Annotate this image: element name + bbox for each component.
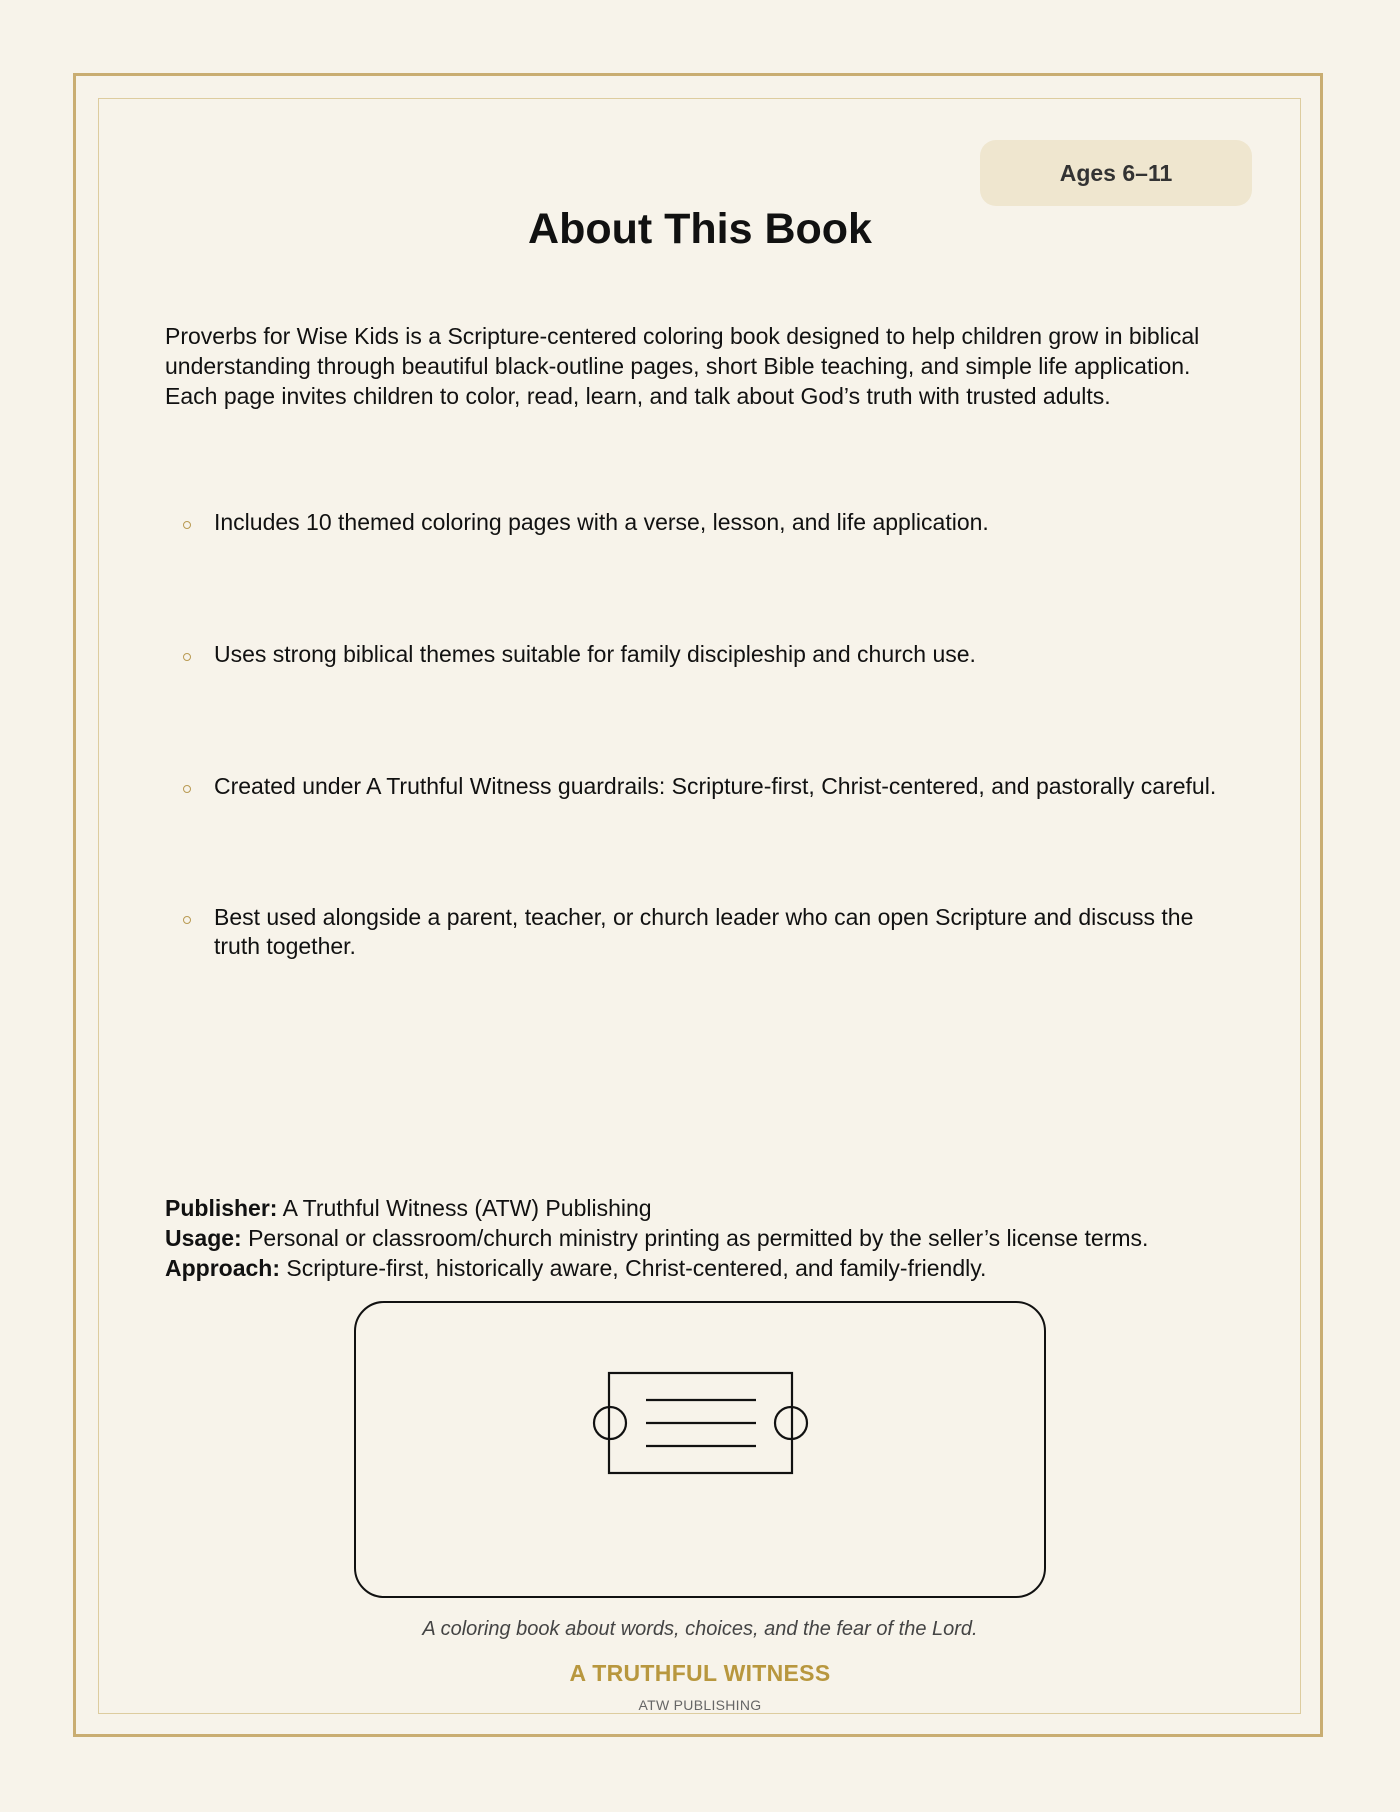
- brand-name: A TRUTHFUL WITNESS: [569, 1660, 831, 1686]
- bullet-circle-icon: [183, 916, 191, 924]
- usage-label: Usage:: [165, 1225, 242, 1251]
- scroll-icon: [356, 1303, 1048, 1600]
- usage-row: [165, 1223, 1265, 1253]
- list-item: [165, 508, 1225, 537]
- tagline: A coloring book about words, choices, and the fear of the Lord.: [422, 1618, 978, 1640]
- approach-label: Approach:: [165, 1255, 280, 1281]
- age-badge-label: Ages 6–11: [1059, 159, 1173, 186]
- bullet-circle-icon: [183, 653, 191, 661]
- brand-subtitle: ATW PUBLISHING: [638, 1697, 762, 1713]
- publisher-row: [165, 1193, 1265, 1223]
- approach-value: Scripture-first, historically aware, Christ-centered, and family-friendly.: [286, 1255, 987, 1281]
- publication-info: [165, 1193, 1265, 1283]
- list-item-text: Best used alongside a parent, teacher, or church leader who can open Scripture and discuss the truth together.: [214, 904, 1194, 959]
- intro-paragraph: Proverbs for Wise Kids is a Scripture-centered coloring book designed to help children grow in biblical understanding through beautiful black-outline pages, short Bible teaching, and simple life application. Each page invites children to color, read, learn, and talk about God’s truth with trusted adults.: [165, 323, 1200, 409]
- list-item-text: Uses strong biblical themes suitable for family discipleship and church use.: [214, 641, 976, 667]
- list-item: [165, 772, 1225, 801]
- bullet-circle-icon: [183, 785, 191, 793]
- usage-value: Personal or classroom/church ministry printing as permitted by the seller’s license terms.: [248, 1225, 1149, 1251]
- age-badge: [980, 140, 1252, 206]
- list-item-text: Includes 10 themed coloring pages with a verse, lesson, and life application.: [214, 509, 989, 535]
- list-item-text: Created under A Truthful Witness guardrails: Scripture-first, Christ-centered, and pastorally careful.: [214, 773, 1217, 799]
- publisher-label: Publisher:: [165, 1195, 278, 1221]
- publisher-value: A Truthful Witness (ATW) Publishing: [282, 1195, 652, 1221]
- approach-row: [165, 1253, 1265, 1283]
- list-item: [165, 903, 1225, 961]
- bullet-circle-icon: [183, 521, 191, 529]
- page-title: About This Book: [528, 205, 872, 253]
- list-item: [165, 640, 1225, 669]
- illustration-frame: [354, 1301, 1046, 1598]
